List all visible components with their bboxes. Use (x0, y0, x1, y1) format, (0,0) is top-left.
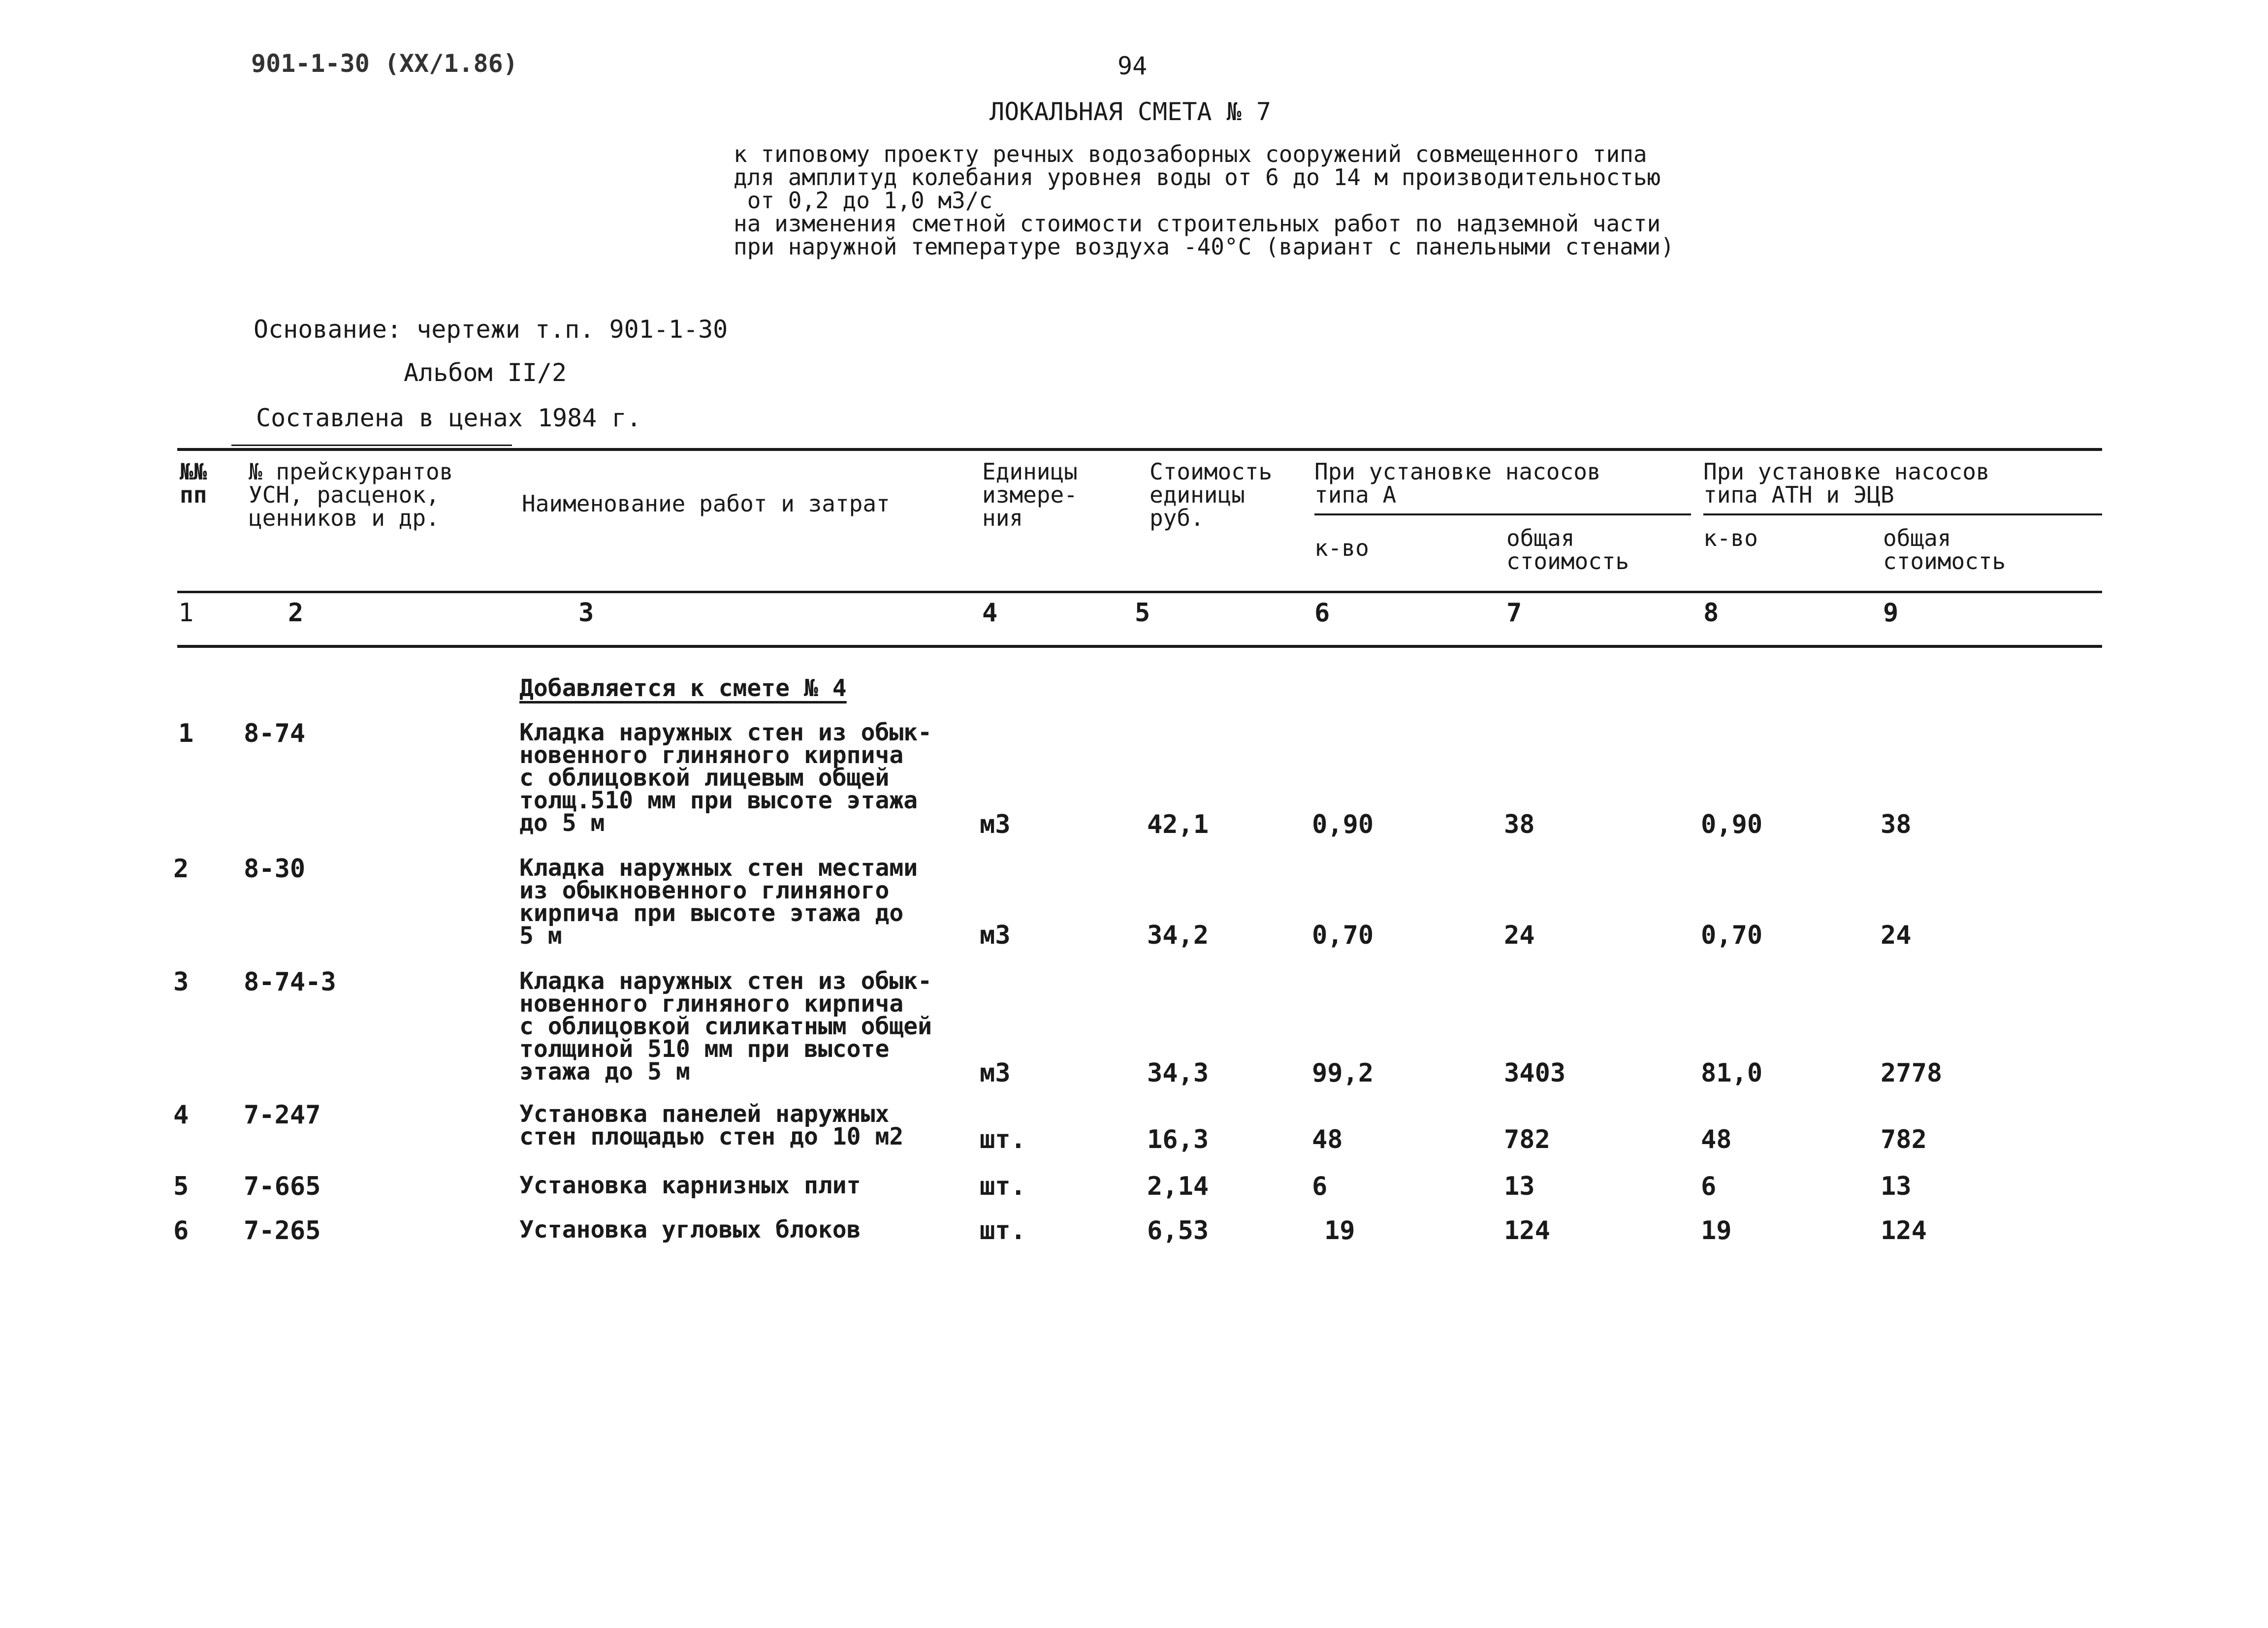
row-3-price: 34,3 (1147, 1058, 1209, 1088)
header-qty-b: к-во (1703, 525, 1758, 551)
table-top-rule (177, 448, 2102, 451)
header-total-a: общая стоимость (1506, 525, 1629, 575)
row-2-unit: м3 (980, 921, 1011, 950)
row-1-unit: м3 (980, 810, 1011, 839)
subtitle-line-3: от 0,2 до 1,0 м3/с (734, 187, 993, 214)
basis-line-1: Основание: чертежи т.п. 901-1-30 (254, 315, 728, 344)
row-3-total-b: 2778 (1881, 1058, 1943, 1088)
column-number-3: 3 (578, 598, 594, 628)
row-6-unit: шт. (980, 1216, 1026, 1245)
column-number-6: 6 (1314, 598, 1330, 628)
header-col-code: № прейскурантов УСН, расценок, ценников и др. (249, 458, 453, 531)
basis-underline (231, 445, 512, 446)
row-4-code: 7-247 (244, 1100, 321, 1130)
row-2-total-b: 24 (1881, 921, 1912, 950)
row-5-name: Установка карнизных плит (519, 1172, 861, 1199)
row-1-qty-a: 0,90 (1312, 810, 1374, 839)
header-col-unit: Единицы измере- ния (982, 458, 1078, 531)
subtitle-line-2: для амплитуд колебания уровнея воды от 6 до 14 м производительностью (734, 164, 1661, 191)
row-6-price: 6,53 (1147, 1216, 1209, 1245)
row-1-price: 42,1 (1147, 810, 1209, 839)
section-title: Добавляется к смете № 4 (519, 674, 847, 702)
row-2-price: 34,2 (1147, 921, 1209, 950)
header-col-number: №№ пп (180, 458, 207, 508)
row-3-unit: м3 (980, 1058, 1011, 1088)
group-b-underline (1703, 513, 2102, 515)
row-5-total-b: 13 (1881, 1172, 1912, 1201)
row-4-qty-a: 48 (1312, 1125, 1343, 1154)
row-3-qty-b: 81,0 (1701, 1058, 1763, 1088)
row-6-total-b: 124 (1881, 1216, 1927, 1245)
row-6-qty-a: 19 (1324, 1216, 1355, 1245)
row-6-name: Установка угловых блоков (519, 1216, 861, 1244)
column-numbers-rule (177, 645, 2102, 648)
row-3-qty-a: 99,2 (1312, 1058, 1374, 1088)
header-qty-a: к-во (1314, 535, 1369, 561)
row-5-code: 7-665 (244, 1172, 321, 1201)
header-group-type-atn: При установке насосов типа АТН и ЭЦВ (1703, 458, 1990, 508)
subtitle-line-1: к типовому проекту речных водозаборных сооружений совмещенного типа (734, 141, 1647, 167)
row-1-name: Кладка наружных стен из обык- новенного глиняного кирпича с облицовкой лицевым общей толщ.510 мм при высоте этажа до 5 м (519, 719, 932, 837)
row-3-code: 8-74-3 (244, 967, 336, 997)
document-code: 901-1-30 (XX/1.86) (251, 49, 518, 78)
subtitle-line-4: на изменения сметной стоимости строительных работ по надземной части (734, 210, 1661, 237)
row-4-total-a: 782 (1504, 1125, 1550, 1154)
subtitle-line-5: при наружной температуре воздуха -40°С (вариант с панельными стенами) (734, 233, 1674, 260)
row-5-qty-b: 6 (1701, 1172, 1717, 1201)
column-number-2: 2 (288, 598, 304, 628)
row-5-number: 5 (173, 1172, 189, 1201)
row-2-total-a: 24 (1504, 921, 1535, 950)
header-group-type-a: При установке насосов типа А (1314, 458, 1601, 508)
column-number-7: 7 (1506, 598, 1522, 628)
row-3-number: 3 (173, 967, 189, 997)
row-4-number: 4 (173, 1100, 189, 1130)
row-3-name: Кладка наружных стен из обык- новенного глиняного кирпича с облицовкой силикатным общей толщиной 510 мм при высоте этажа до 5 м (519, 967, 932, 1085)
group-a-underline (1314, 513, 1691, 515)
row-2-code: 8-30 (244, 854, 306, 884)
column-number-8: 8 (1703, 598, 1719, 628)
row-4-unit: шт. (980, 1125, 1026, 1154)
page-title: ЛОКАЛЬНАЯ СМЕТА № 7 (990, 97, 1271, 126)
row-6-total-a: 124 (1504, 1216, 1550, 1245)
header-col-name: Наименование работ и затрат (522, 490, 890, 517)
row-5-total-a: 13 (1504, 1172, 1535, 1201)
row-4-name: Установка панелей наружных стен площадью стен до 10 м2 (519, 1100, 904, 1150)
row-1-number: 1 (178, 719, 194, 748)
row-6-code: 7-265 (244, 1216, 321, 1245)
row-3-total-a: 3403 (1504, 1058, 1566, 1088)
basis-line-2: Альбом II/2 (404, 358, 567, 387)
column-number-9: 9 (1883, 598, 1899, 628)
header-total-b: общая стоимость (1883, 525, 2006, 575)
row-5-price: 2,14 (1147, 1172, 1209, 1201)
row-1-total-b: 38 (1881, 810, 1912, 839)
row-2-name: Кладка наружных стен местами из обыкновенного глиняного кирпича при высоте этажа до 5 м (519, 854, 918, 950)
row-1-total-a: 38 (1504, 810, 1535, 839)
page-number: 94 (1118, 52, 1148, 80)
row-6-qty-b: 19 (1701, 1216, 1732, 1245)
header-col-unit-price: Стоимость единицы руб. (1150, 458, 1273, 531)
row-1-qty-b: 0,90 (1701, 810, 1763, 839)
column-number-5: 5 (1135, 598, 1150, 628)
row-2-qty-b: 0,70 (1701, 921, 1763, 950)
row-6-number: 6 (173, 1216, 189, 1245)
column-number-1: 1 (178, 598, 194, 628)
row-4-qty-b: 48 (1701, 1125, 1732, 1154)
row-2-number: 2 (173, 854, 189, 884)
header-bottom-rule (177, 591, 2102, 593)
row-5-unit: шт. (980, 1172, 1026, 1201)
row-2-qty-a: 0,70 (1312, 921, 1374, 950)
row-5-qty-a: 6 (1312, 1172, 1328, 1201)
row-4-price: 16,3 (1147, 1125, 1209, 1154)
row-1-code: 8-74 (244, 719, 306, 748)
column-number-4: 4 (982, 598, 998, 628)
basis-line-3: Составлена в ценах 1984 г. (256, 404, 641, 432)
row-4-total-b: 782 (1881, 1125, 1927, 1154)
